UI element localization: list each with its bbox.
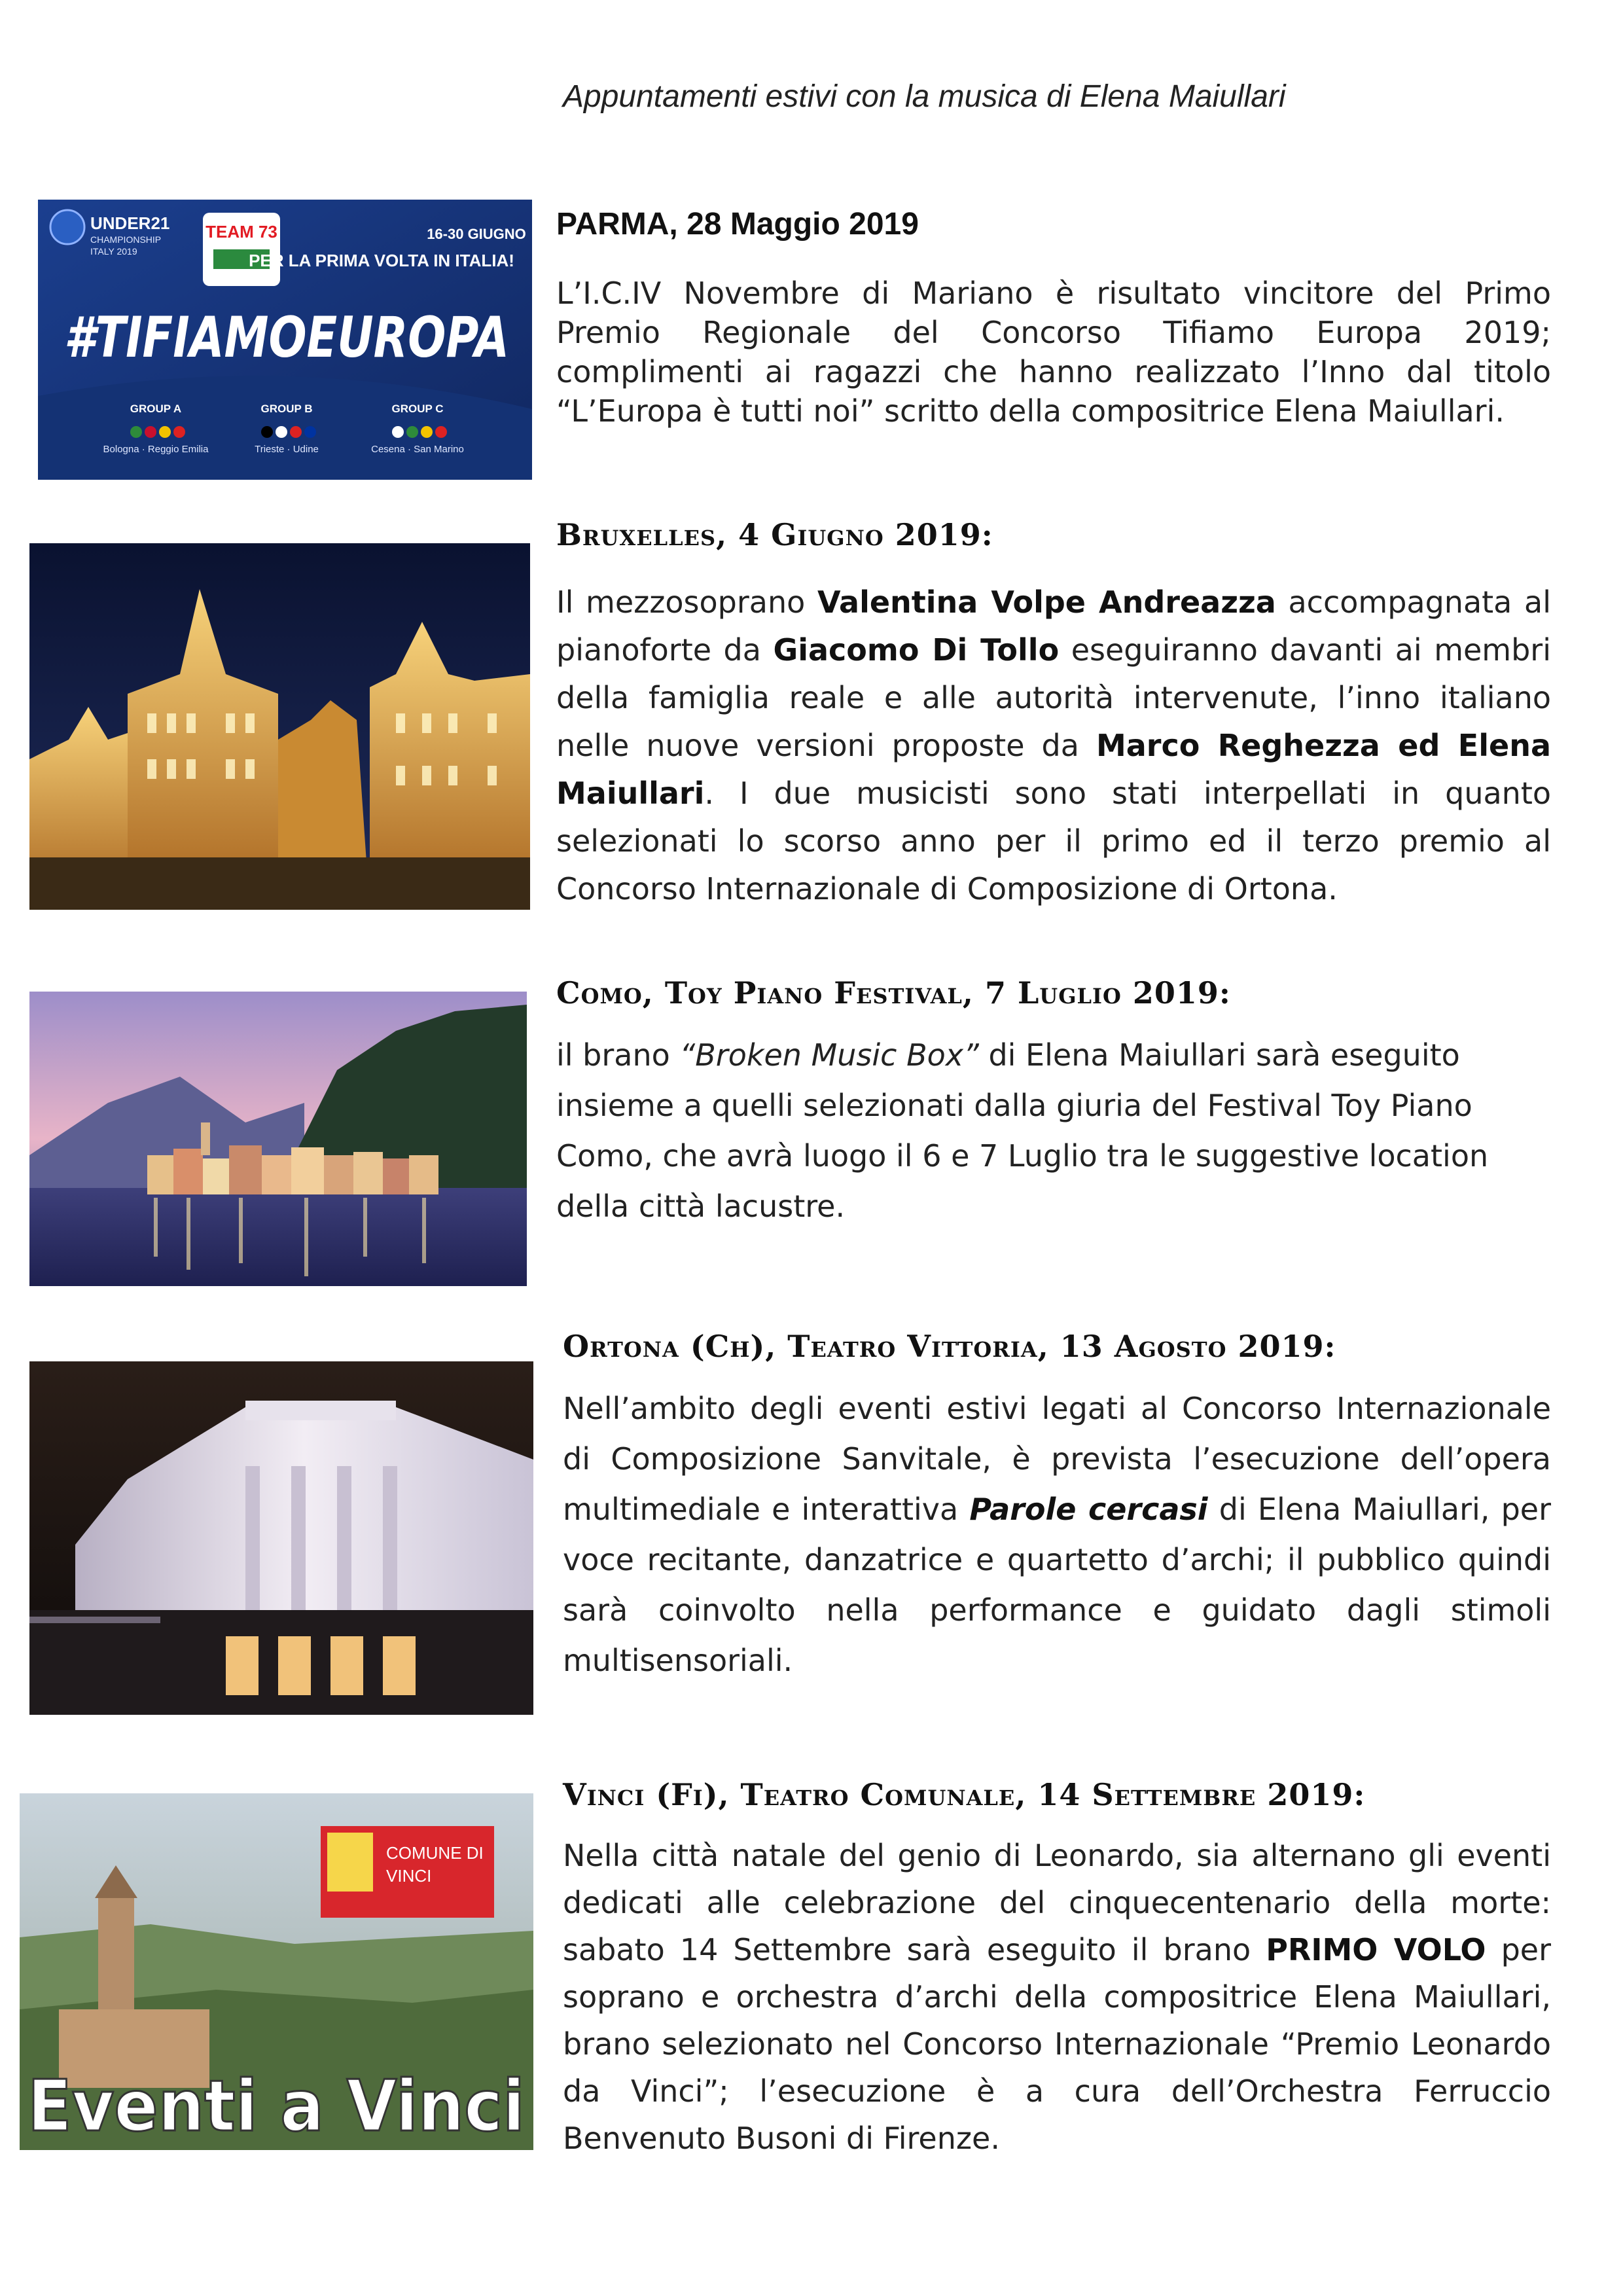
section-body: L’I.C.IV Novembre di Mariano è risultato vincitore del Primo Premio Regionale del Concorso Tifiamo Europa 2019; complimenti ai ragazzi che hanno realizzato l’Inno dal titolo “L’Europa è tutti noi” scritto della compositrice Elena Maiullari. [556, 276, 1551, 429]
svg-text:ITALY 2019: ITALY 2019 [90, 246, 137, 257]
svg-text:PER LA PRIMA VOLTA IN ITALIA!: PER LA PRIMA VOLTA IN ITALIA! [249, 251, 514, 270]
como-lake-photo [29, 992, 527, 1286]
svg-text:VINCI: VINCI [386, 1866, 432, 1886]
svg-text:TEAM 73: TEAM 73 [205, 222, 277, 242]
svg-text:CHAMPIONSHIP: CHAMPIONSHIP [90, 234, 162, 245]
svg-text:Trieste · Udine: Trieste · Udine [255, 444, 319, 455]
svg-text:Bologna · Reggio Emilia: Bologna · Reggio Emilia [103, 444, 209, 455]
section-ortona [563, 1329, 1551, 1686]
section-heading: Vinci (Fi), Teatro Comunale, 14 Settembre 2019: [563, 1777, 1366, 1812]
section-body: il brano “Broken Music Box” di Elena Maiullari sarà eseguito insieme a quelli selezionati dalla giuria del Festival Toy Piano Como, che avrà luogo il 6 e 7 Luglio tra le suggestive location della città lacustre. [556, 1037, 1489, 1224]
section-body: Il mezzosoprano Valentina Volpe Andreazza accompagnata al pianoforte da Giacomo Di Tollo eseguiranno davanti ai membri della famiglia reale e alle autorità intervenute, l’inno italiano nelle nuove versioni proposte da Marco Reghezza ed Elena Maiullari. I due musicisti sono stati interpellati in quanto selezionati lo scorso anno per il primo ed il terzo premio al Concorso Internazionale di Composizione di Ortona. [556, 584, 1552, 906]
uefa-logo-icon [50, 210, 84, 244]
logo-top-text: UNDER21 [90, 213, 170, 233]
section-heading: PARMA, 28 Maggio 2019 [556, 207, 919, 242]
section-bruxelles [556, 517, 1551, 913]
hashtag-text: #TIFIAMOEUROPA [64, 305, 509, 370]
section-body: Nella città natale del genio di Leonardo, sia alternano gli eventi dedicati alle celebrazione del cinquecentenario della morte: sabato 14 Settembre sarà eseguito il brano PRIMO VOLO per soprano e orchestra d’archi della compositrice Elena Maiullari, brano selezionato nel Concorso Internazionale “Premio Leonardo da Vinci”; l’esecuzione è a cura dell’Orchestra Ferruccio Benvenuto Busoni di Firenze. [563, 1838, 1551, 2156]
section-parma [556, 206, 1551, 431]
eventi-a-vinci-image [20, 1793, 533, 2150]
svg-text:GROUP C: GROUP C [391, 403, 444, 415]
section-body: Nell’ambito degli eventi estivi legati al Concorso Internazionale di Composizione Sanvitale, è prevista l’esecuzione dell’opera multimediale e interattiva Parole cercasi di Elena Maiullari, per voce recitante, danzatrice e quartetto d’archi; il pubblico quindi sarà coinvolto nella performance e guidato dagli stimoli multisensoriali. [563, 1391, 1551, 1678]
svg-text:GROUP A: GROUP A [130, 403, 182, 415]
section-heading: Como, Toy Piano Festival, 7 Luglio 2019: [556, 975, 1231, 1011]
tifiamo-europa-banner [38, 200, 532, 480]
section-heading: Ortona (Ch), Teatro Vittoria, 13 Agosto 2019: [563, 1329, 1336, 1364]
coat-of-arms-icon [327, 1833, 373, 1892]
section-heading: Bruxelles, 4 Giugno 2019: [556, 517, 993, 552]
section-vinci [563, 1777, 1551, 2162]
document-title: Appuntamenti estivi con la musica di Elena Maiullari [563, 79, 1286, 114]
svg-text:COMUNE DI: COMUNE DI [386, 1843, 484, 1863]
svg-text:GROUP B: GROUP B [260, 403, 313, 415]
svg-text:Cesena · San Marino: Cesena · San Marino [371, 444, 464, 455]
eventi-caption: Eventi a Vinci [27, 2066, 525, 2147]
svg-text:16-30 GIUGNO: 16-30 GIUGNO [427, 226, 526, 242]
teatro-vittoria-photo [29, 1361, 533, 1715]
section-como [556, 975, 1551, 1232]
bruxelles-grand-place-photo [29, 543, 530, 910]
